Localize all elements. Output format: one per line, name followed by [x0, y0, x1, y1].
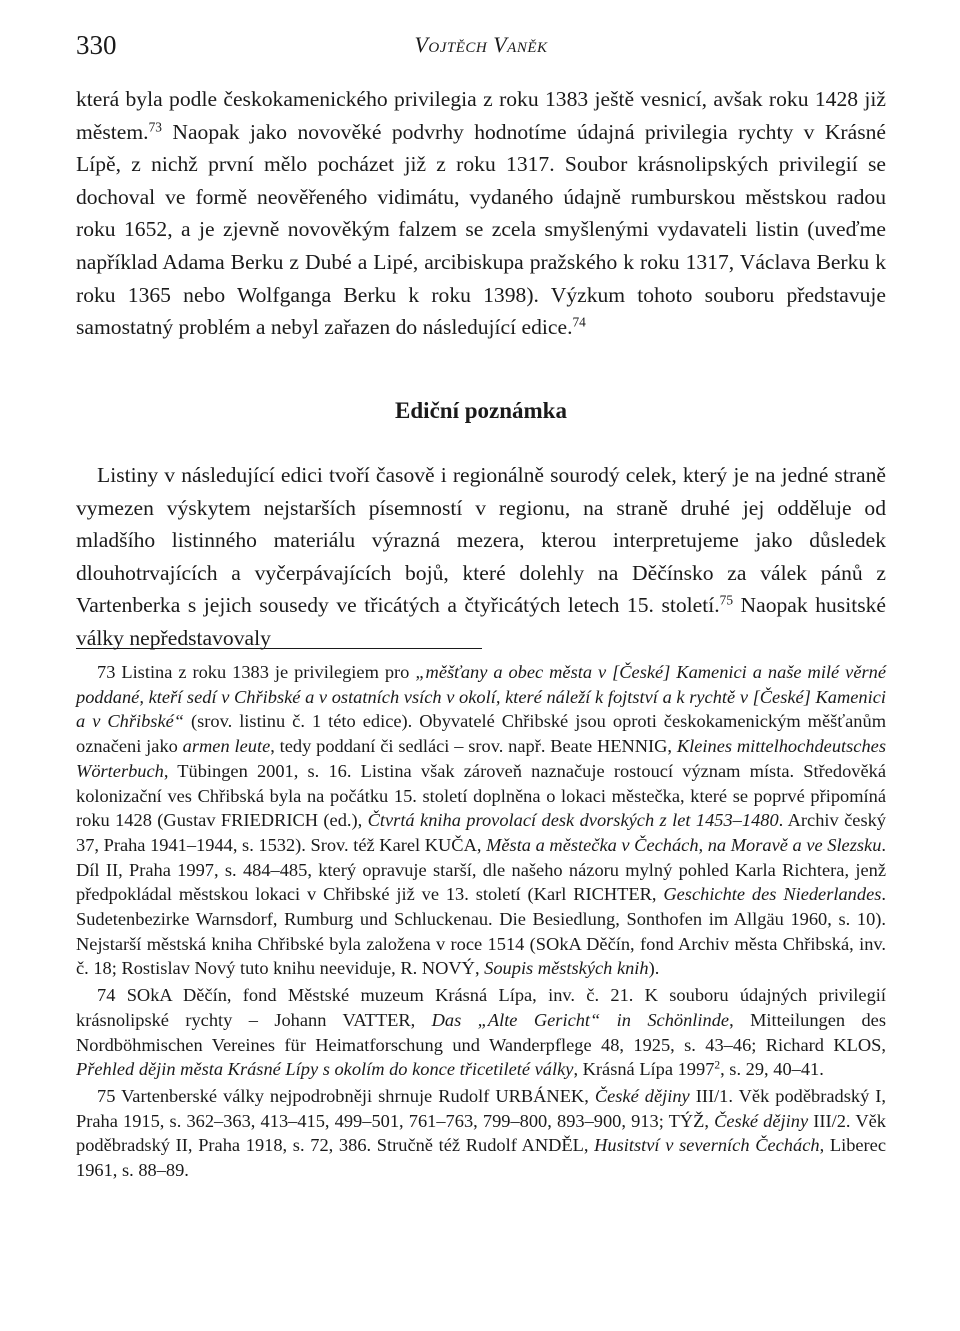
footnote-divider	[76, 648, 482, 649]
footnote-75-text: , Liberec 1961, s. 88–89.	[76, 1135, 886, 1181]
section-heading: Ediční poznámka	[395, 398, 567, 423]
footnote-73-title: Města a městečka v Čechách, na Moravě a ve Slezsku	[486, 834, 882, 855]
running-head	[76, 30, 886, 64]
footnote-74	[76, 983, 886, 1082]
footnote-73-text: ).	[648, 958, 660, 979]
footnote-75-title: Husitství v severních Čechách	[594, 1135, 820, 1156]
footnote-73-text: . Díl II, Praha 1997, s. 484–485, který opravuje starší, dle našeho názoru mylný pohled Karla Richtera, jenž předpokládal městskou lokaci v Chřibské již ve 13. století (Karl RICHTER,	[76, 834, 886, 905]
edition-note-paragraph	[76, 459, 886, 655]
footnote-73-text: , Tübingen 2001, s. 16. Listina však zároveň naznačuje rostoucí význam místa. Středověká kolonizační ves Chřibská byla na počátku 15. století doplněna o lokaci městečka, které se poprvé připomíná roku 1428 (Gustav FRIEDRICH (ed.),	[76, 760, 886, 831]
edition-note-text-2: Naopak husitské války nepředstavovaly	[76, 593, 886, 650]
footnote-75-text: III/1. Věk poděbradský I, Praha 1915, s. 362–363, 413–415, 499–501, 761–763, 799–800, 893–900, 913; TÝŽ,	[76, 1085, 886, 1131]
footnote-73-text: (srov. listinu č. 1 této edice). Obyvatelé Chřibské jsou oproti českokamenickým měšťanům označeni jako	[76, 711, 887, 757]
footnote-73-text: . Archiv český 37, Praha 1941–1944, s. 1532). Srov. též Karel KUČA,	[76, 810, 886, 855]
footnote-73-text: , tedy poddaní či sedláci – srov. např. Beate HENNIG,	[270, 736, 677, 757]
edition-note-text-1: Listiny v následující edici tvoří časově i regionálně sourodý celek, který je na jedné straně vymezen výskytem nejstarších písemností v regionu, na straně druhé jej odděluje od mladšího listinného materiálu výrazná mezera, kterou interpretujeme jako důsledek dlouhotrvajících a vyčerpávajících bojů, které dolehly na Děčínsko za válek pánů z Vartenberka s jejich sousedy ve třicátých a čtyřicátých letech 15. století.	[76, 463, 886, 618]
footnote-74-text: , Krásná Lípa 1997	[573, 1059, 715, 1080]
footnote-ref-73: 73	[148, 119, 162, 135]
footnote-73-title: Kleines mittelhochdeutsches Wörterbuch	[76, 736, 886, 781]
edition-note-section	[76, 459, 886, 655]
page-number: 330	[76, 30, 117, 60]
footnote-74-title: Přehled dějin města Krásné Lípy s okolím do konce třicetileté války	[76, 1059, 574, 1080]
footnote-74-text: , Mitteilungen des Nordböhmischen Vereines für Heimatforschung und Wanderpflege 48, 1925, s. 43–46; Richard KLOS,	[76, 1009, 886, 1055]
footnote-75	[76, 1084, 886, 1183]
footnotes	[76, 660, 886, 1183]
footnote-73-title: Čtvrtá kniha provolací desk dvorských z let 1453–1480	[367, 810, 779, 831]
footnote-73	[76, 660, 886, 981]
footnote-73-text: . Sudetenbezirke Warnsdorf, Rumburg und Schluckenau. Die Besiedlung, Sonthofen im Allgäu 1960, s. 10). Nejstarší městská kniha Chřibské byla založena v roce 1514 (SOkA Děčín, fond Archiv města Chřibská, inv. č. 18; Rostislav Nový tuto knihu neeviduje, R. NOVÝ,	[76, 884, 886, 979]
footnote-75-text: III/2. Věk poděbradský II, Praha 1918, s. 72, 386. Stručně též Rudolf ANDĚL,	[76, 1110, 886, 1156]
footnote-73-term: armen leute	[182, 736, 271, 757]
footnote-73-text: 73 Listina z roku 1383 je privilegiem pro	[97, 662, 416, 682]
footnote-74-text: , s. 29, 40–41.	[720, 1059, 824, 1080]
footnote-73-quote: „měšťany a obec města v [České] Kamenici a naše milé věrné poddané, kteří sedí v Chřibské a v ostatních vsích v okolí, které náleží k fojtství a k rychtě v [České] Kamenici a v Chřibské“	[76, 662, 886, 732]
footnote-75-title: České dějiny	[714, 1110, 809, 1131]
footnote-74-title: Das „Alte Gericht“ in Schönlinde	[431, 1009, 730, 1030]
intro-text-2: Naopak jako novověké podvrhy hodnotíme údajná privilegia rychty v Krásné Lípě, z nichž první mělo pocházet již z roku 1317. Soubor krásnolipských privilegií se dochoval ve formě neověřeného vidimátu, vydaného údajně rumburskou městskou radou roku 1652, a je zjevně novověkým falzem se zcela smyšlenými vydavateli listin (uveďme například Adama Berku z Dubé a Lipé, arcibiskupa pražského k roku 1317, Václava Berku k roku 1365 nebo Wolfganga Berku k roku 1398). Výzkum tohoto souboru představuje samostatný problém a nebyl zařazen do následující edice.	[76, 119, 886, 340]
edition-superscript: 2	[714, 1059, 721, 1072]
footnote-73-title: Soupis městských knih	[484, 958, 649, 979]
footnote-75-text: 75 Vartenberské války nejpodrobněji shrnuje Rudolf URBÁNEK,	[97, 1085, 595, 1106]
footnote-75-title: České dějiny	[594, 1085, 690, 1106]
intro-paragraph	[76, 83, 886, 344]
intro-section	[76, 83, 886, 344]
running-title: Vojtěch Vaněk	[414, 32, 548, 57]
footnote-73-title: Geschichte des Niederlandes	[663, 884, 882, 905]
footnote-74-text: 74 SOkA Děčín, fond Městské muzeum Krásná Lípa, inv. č. 21. K souboru údajných privilegií krásnolipské rychty – Johann VATTER,	[76, 985, 886, 1030]
footnote-ref-74: 74	[572, 314, 586, 330]
intro-text-1: která byla podle českokamenického privilegia z roku 1383 ještě vesnicí, avšak roku 1428 již městem.	[76, 87, 886, 144]
footnote-ref-75: 75	[719, 593, 734, 609]
